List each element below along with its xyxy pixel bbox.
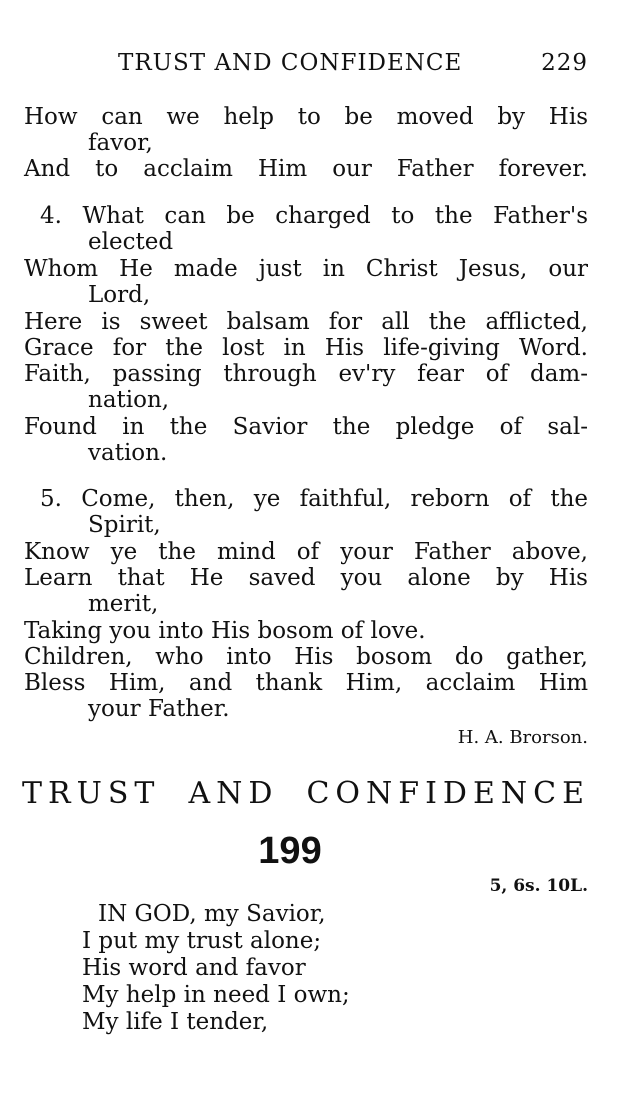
- hymn-199-line: His word and favor: [82, 955, 306, 981]
- stanza-5-line: Learn that He saved you alone by His: [24, 565, 588, 591]
- stanza-4-line: nation,: [88, 387, 170, 413]
- page-number: 229: [541, 50, 588, 76]
- stanza-5-line: 5. Come, then, ye faithful, reborn of the: [40, 486, 588, 512]
- stanza-5-line: Taking you into His bosom of love.: [24, 618, 426, 644]
- verse-line: And to acclaim Him our Father forever.: [24, 156, 588, 182]
- hymn-199-line: My help in need I own;: [82, 982, 350, 1008]
- stanza-5-line: Bless Him, and thank Him, acclaim Him: [24, 670, 588, 696]
- stanza-4-line: Whom He made just in Christ Jesus, our: [24, 256, 588, 282]
- section-title: TRUST AND CONFIDENCE: [22, 776, 590, 811]
- hymn-number: 199: [258, 830, 322, 872]
- running-head-title: TRUST AND CONFIDENCE: [118, 50, 463, 76]
- stanza-5-line: Children, who into His bosom do gather,: [24, 644, 588, 670]
- author-credit: H. A. Brorson.: [457, 727, 588, 748]
- stanza-5-line: merit,: [88, 591, 159, 617]
- verse-line: How can we help to be moved by His: [24, 104, 588, 130]
- hymn-199-line: My life I tender,: [82, 1009, 269, 1035]
- verse-line: favor,: [88, 130, 153, 156]
- hymn-199-line: I put my trust alone;: [82, 928, 322, 954]
- stanza-4-line: Faith, passing through ev'ry fear of dam-: [24, 361, 588, 387]
- stanza-4-line: Grace for the lost in His life-giving Word.: [24, 335, 588, 361]
- stanza-4-line: Lord,: [88, 282, 151, 308]
- stanza-5-line: Spirit,: [88, 512, 161, 538]
- stanza-4-line: Here is sweet balsam for all the afflicted,: [24, 309, 588, 335]
- stanza-5-line: Know ye the mind of your Father above,: [24, 539, 588, 565]
- stanza-5-line: your Father.: [88, 696, 230, 722]
- meter-marking: 5, 6s. 10L.: [489, 876, 588, 896]
- stanza-4-line: elected: [88, 229, 174, 255]
- stanza-4-line: 4. What can be charged to the Father's: [40, 203, 588, 229]
- hymn-199-line: IN GOD, my Savior,: [98, 901, 326, 927]
- stanza-4-line: Found in the Savior the pledge of sal-: [24, 414, 588, 440]
- stanza-4-line: vation.: [88, 440, 168, 466]
